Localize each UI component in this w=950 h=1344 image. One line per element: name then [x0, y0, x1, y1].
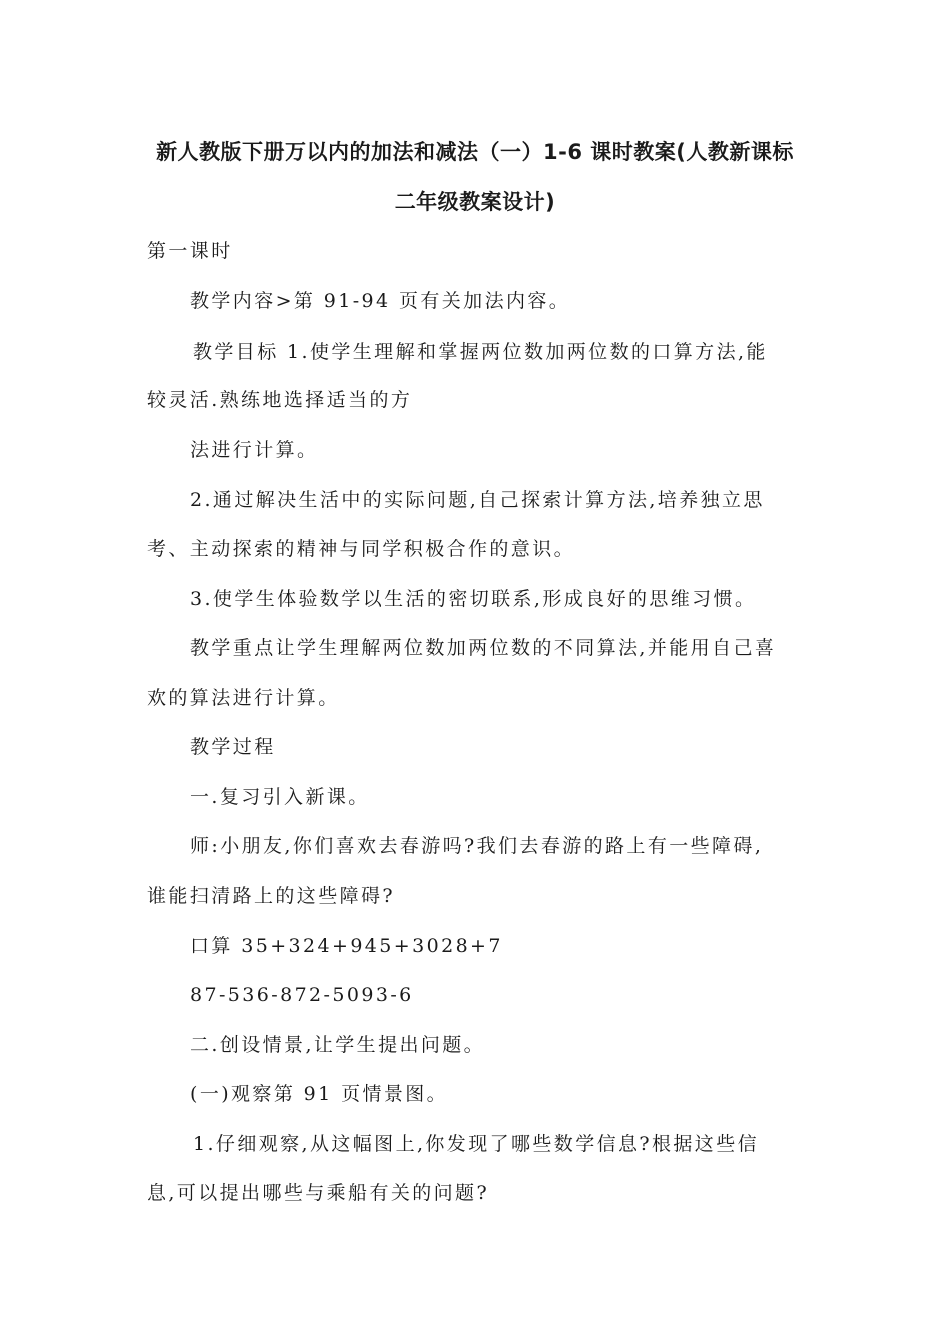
paragraph-line: 1.仔细观察,从这幅图上,你发现了哪些数学信息?根据这些信: [193, 1133, 759, 1155]
paragraph-line: 较灵活.熟练地选择适当的方: [147, 389, 413, 411]
paragraph-line: 教学内容>第 91-94 页有关加法内容。: [190, 290, 571, 312]
paragraph-line: 谁能扫清路上的这些障碍?: [147, 885, 395, 907]
document-title-line-1: 新人教版下册万以内的加法和减法（一）1-6 课时教案(人教新课标: [156, 140, 794, 164]
paragraph-line: 二.创设情景,让学生提出问题。: [190, 1034, 486, 1056]
lesson-heading: 第一课时: [147, 240, 233, 262]
paragraph-line: 3.使学生体验数学以生活的密切联系,形成良好的思维习惯。: [190, 588, 757, 610]
paragraph-line: 2.通过解决生活中的实际问题,自己探索计算方法,培养独立思: [190, 489, 765, 511]
paragraph-line: 师:小朋友,你们喜欢去春游吗?我们去春游的路上有一些障碍,: [190, 835, 764, 857]
paragraph-line: 一.复习引入新课。: [190, 786, 370, 808]
paragraph-line: 教学重点让学生理解两位数加两位数的不同算法,并能用自己喜: [190, 637, 777, 659]
paragraph-line: 考、主动探索的精神与同学积极合作的意识。: [147, 538, 576, 560]
paragraph-line: 口算 35+324+945+3028+7: [190, 935, 503, 957]
section-heading: 教学过程: [190, 736, 276, 758]
document-title-line-2: 二年级教案设计): [394, 190, 556, 214]
paragraph-line: 法进行计算。: [190, 439, 319, 461]
paragraph-line: 教学目标 1.使学生理解和掌握两位数加两位数的口算方法,能: [193, 341, 768, 363]
paragraph-line: 87-536-872-5093-6: [190, 984, 414, 1006]
paragraph-line: 息,可以提出哪些与乘船有关的问题?: [147, 1182, 490, 1204]
paragraph-line: 欢的算法进行计算。: [147, 687, 340, 709]
paragraph-line: (一)观察第 91 页情景图。: [190, 1083, 449, 1105]
